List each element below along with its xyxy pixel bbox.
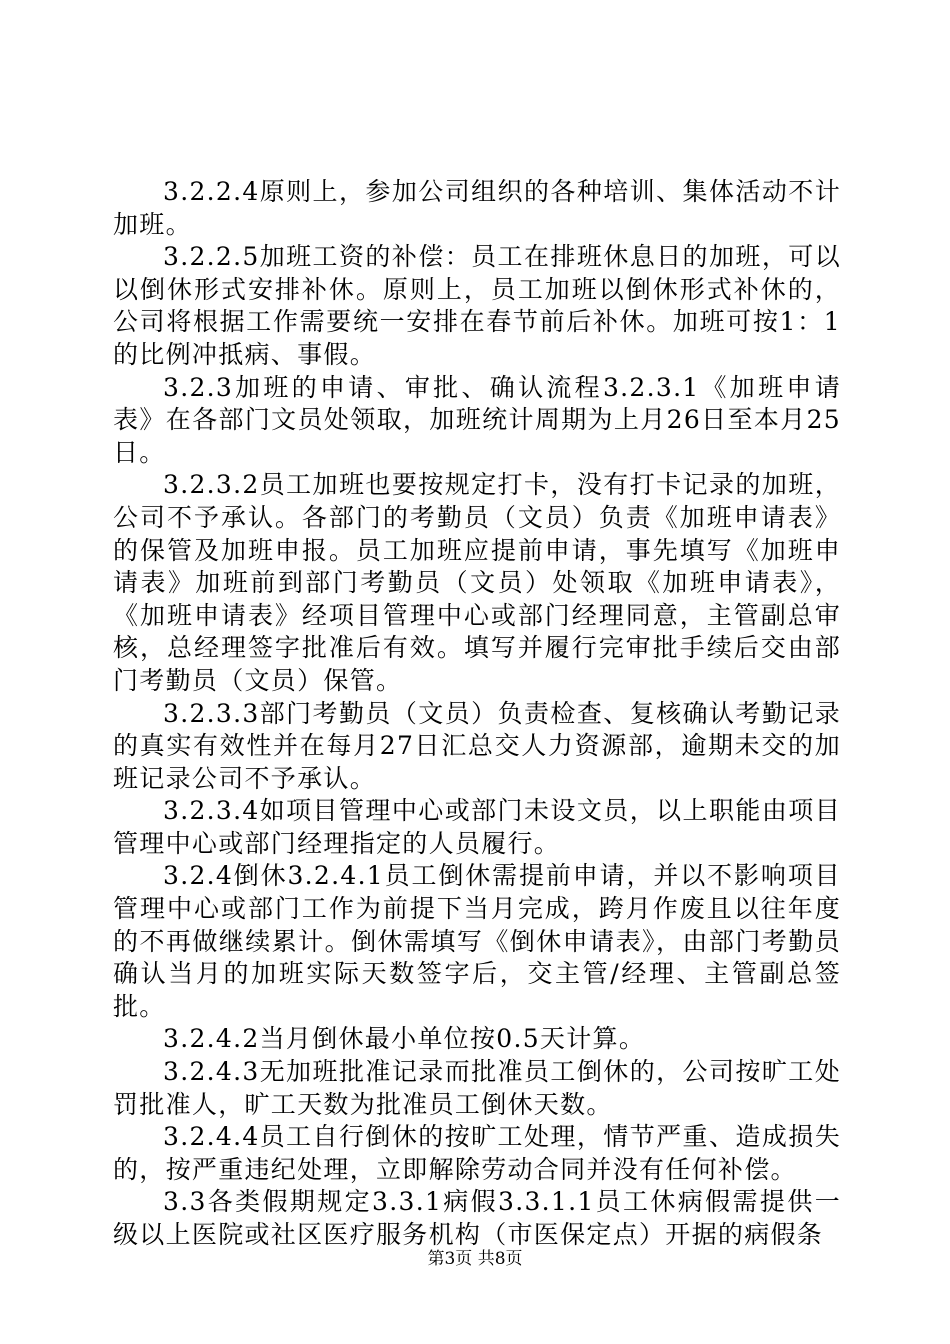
paragraph-3-2-4: 3.2.4倒休3.2.4.1员工倒休需提前申请，并以不影响项目管理中心或部门工作为前提下当月完成，跨月作废且以往年度的不再做继续累计。倒休需填写《倒休申请表》，由部门考勤员确认当月的加班实际天数签字后，交主管/经理、主管副总签批。 — [113, 861, 841, 1021]
paragraph-3-2-3-2: 3.2.3.2员工加班也要按规定打卡，没有打卡记录的加班，公司不予承认。各部门的考勤员（文员）负责《加班申请表》的保管及加班申报。员工加班应提前申请，事先填写《加班申请表》加班前到部门考勤员（文员）处领取《加班申请表》，《加班申请表》经项目管理中心或部门经理同意，主管副总审核，总经理签字批准后有效。填写并履行完审批手续后交由部门考勤员（文员）保管。 — [113, 470, 841, 695]
paragraph-3-2-4-2: 3.2.4.2当月倒休最小单位按0.5天计算。 — [163, 1024, 646, 1054]
paragraph-3-3: 3.3各类假期规定3.3.1病假3.3.1.1员工休病假需提供一级以上医院或社区医疗服务机构（市医保定点）开据的病假条 — [113, 1187, 841, 1249]
paragraph-3-2-3-4: 3.2.3.4如项目管理中心或部门未设文员，以上职能由项目管理中心或部门经理指定的人员履行。 — [113, 796, 841, 858]
document-body — [113, 176, 841, 1252]
paragraph-3-2-3-3: 3.2.3.3部门考勤员（文员）负责检查、复核确认考勤记录的真实有效性并在每月27日汇总交人力资源部，逾期未交的加班记录公司不予承认。 — [113, 698, 841, 793]
page-footer: 第3页 共8页 — [427, 1249, 523, 1269]
paragraph-3-2-4-3: 3.2.4.3无加班批准记录而批准员工倒休的，公司按旷工处罚批准人，旷工天数为批准员工倒休天数。 — [113, 1057, 841, 1119]
paragraph-3-2-4-4: 3.2.4.4员工自行倒休的按旷工处理，情节严重、造成损失的，按严重违纪处理，立即解除劳动合同并没有任何补偿。 — [113, 1122, 841, 1184]
paragraph-3-2-2-5: 3.2.2.5加班工资的补偿：员工在排班休息日的加班，可以以倒休形式安排补休。原则上，员工加班以倒休形式补休的，公司将根据工作需要统一安排在春节前后补休。加班可按1：1的比例冲抵病、事假。 — [113, 242, 841, 369]
paragraph-3-2-3: 3.2.3加班的申请、审批、确认流程3.2.3.1《加班申请表》在各部门文员处领取，加班统计周期为上月26日至本月25日。 — [113, 372, 841, 467]
paragraph-3-2-2-4: 3.2.2.4原则上，参加公司组织的各种培训、集体活动不计加班。 — [113, 177, 841, 239]
